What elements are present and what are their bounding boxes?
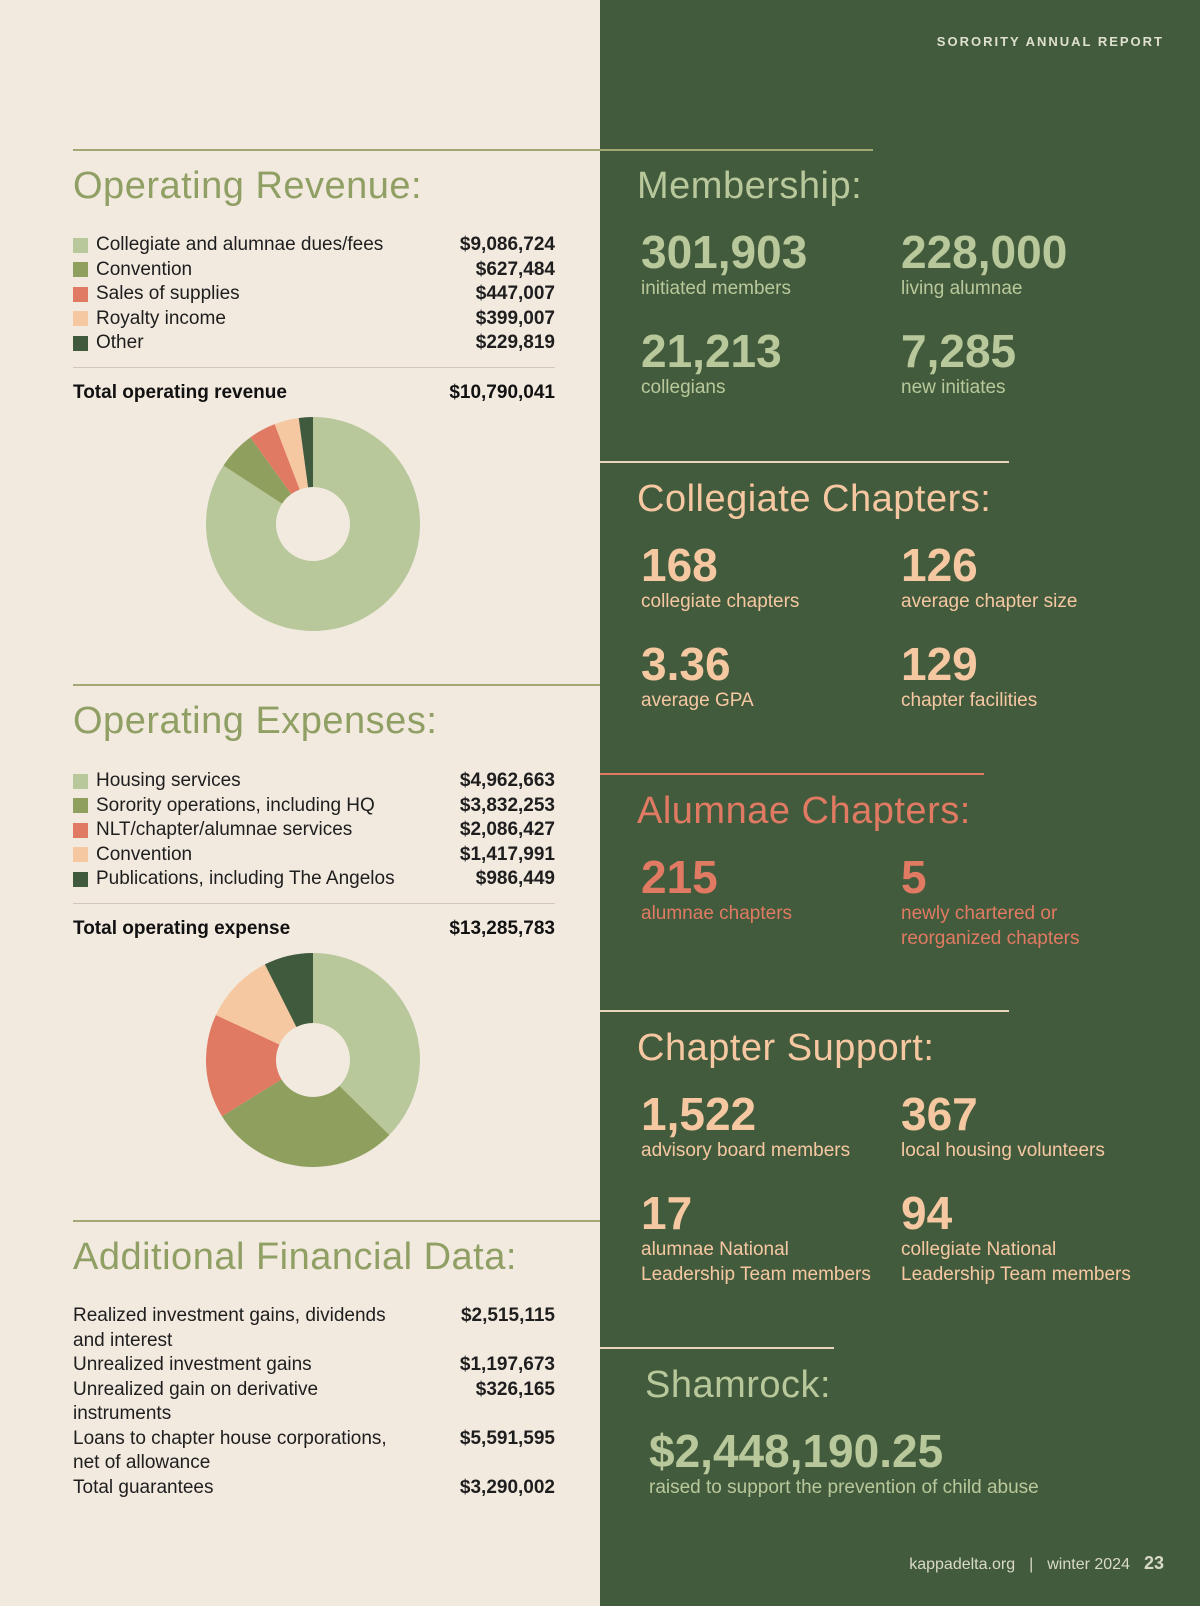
section-rule [600,1347,834,1349]
stat-living-alumnae [901,226,1068,302]
legend-label: Convention [96,843,193,865]
stat-caption: new initiates [901,377,1006,398]
legend-swatch [73,847,88,862]
financial-label: Realized investment gains, dividends and interest [73,1305,386,1351]
section-rule [600,773,984,775]
legend-row [73,307,555,332]
financial-value: $2,515,115 [460,1305,555,1326]
legend-label: Convention [96,258,193,280]
stat-caption: collegiate National Leadership Team members [901,1239,1131,1285]
section-rule [600,461,1009,463]
stat-newly-chartered [901,851,1080,951]
legend-swatch [73,823,88,838]
membership-heading: Membership: [637,165,863,207]
legend-value: $3,832,253 [459,794,555,816]
total-label: Total operating expense [73,918,291,939]
expenses-total [73,918,555,940]
legend-label: Publications, including The Angelos [96,868,395,890]
stat-number: 129 [901,638,978,690]
financial-value: $1,197,673 [459,1354,555,1375]
stat-number: 7,285 [901,325,1017,377]
section-rule [73,149,873,151]
expenses-legend [73,769,555,892]
legend-value: $447,007 [475,283,555,305]
shamrock-heading: Shamrock: [645,1364,832,1406]
revenue-total [73,382,555,404]
support-heading: Chapter Support: [637,1027,935,1069]
legend-swatch [73,262,88,277]
stat-caption: alumnae chapters [641,903,793,924]
total-value: $10,790,041 [449,382,555,403]
legend-value: $4,962,663 [459,770,555,792]
stat-collegians [641,325,782,401]
stat-caption: average chapter size [901,591,1078,612]
stat-collegiate-nlt [901,1187,1131,1287]
stat-number: 228,000 [901,226,1068,278]
stat-caption: raised to support the prevention of child abuse [649,1477,1039,1498]
revenue-donut-chart [206,417,420,631]
footer-issue: winter 2024 [1047,1556,1130,1573]
legend-row [73,282,555,307]
legend-row [73,258,555,283]
stat-number: $2,448,190.25 [649,1425,944,1477]
stat-number: 168 [641,539,718,591]
stat-number: 301,903 [641,226,808,278]
report-tag: SORORITY ANNUAL REPORT [936,34,1164,49]
stat-caption: newly chartered or reorganized chapters [901,903,1080,949]
financial-value: $5,591,595 [459,1427,555,1449]
legend-swatch [73,798,88,813]
stat-number: 21,213 [641,325,782,377]
section-rule [73,684,600,686]
legend-label: Sales of supplies [96,283,240,305]
stat-average-gpa [641,638,754,714]
legend-row [73,843,555,868]
financial-value: $3,290,002 [459,1476,555,1498]
financial-label: Unrealized gain on derivative instruments [73,1378,319,1424]
additional-table [73,1304,555,1500]
stat-caption: collegiate chapters [641,591,800,612]
stat-new-initiates [901,325,1017,401]
financial-row [73,1353,555,1378]
additional-heading: Additional Financial Data: [73,1236,517,1278]
alumnae-heading: Alumnae Chapters: [637,790,971,832]
legend-row [73,233,555,258]
divider [73,367,555,368]
stat-caption: initiated members [641,278,791,299]
stat-housing-volunteers [901,1088,1105,1164]
legend-row [73,794,555,819]
collegiate-heading: Collegiate Chapters: [637,478,992,520]
legend-swatch [73,774,88,789]
stat-number: 3.36 [641,638,731,690]
legend-value: $229,819 [475,332,555,354]
financial-row [73,1476,555,1501]
stat-advisory-board [641,1088,851,1164]
stat-caption: living alumnae [901,278,1023,299]
legend-value: $986,449 [475,868,555,890]
footer-site: kappadelta.org [909,1556,1016,1573]
stat-caption: average GPA [641,690,754,711]
stat-alumnae-nlt [641,1187,871,1287]
revenue-heading: Operating Revenue: [73,165,423,207]
legend-label: Sorority operations, including HQ [96,794,375,816]
stat-number: 1,522 [641,1088,757,1140]
legend-label: Other [96,332,144,354]
legend-swatch [73,872,88,887]
stat-number: 94 [901,1187,953,1239]
stat-caption: local housing volunteers [901,1140,1105,1161]
legend-row [73,818,555,843]
revenue-legend [73,233,555,356]
financial-label: Unrealized investment gains [73,1354,312,1375]
financial-row [73,1378,555,1427]
stat-caption: advisory board members [641,1140,851,1161]
financial-label: Loans to chapter house corporations, net of allowance [73,1427,387,1473]
stat-average-chapter-size [901,539,1078,615]
legend-label: Collegiate and alumnae dues/fees [96,234,384,256]
legend-label: Royalty income [96,307,226,329]
stat-number: 5 [901,851,927,903]
legend-swatch [73,238,88,253]
stat-alumnae-chapters [641,851,793,927]
divider [73,903,555,904]
legend-value: $1,417,991 [459,843,555,865]
legend-swatch [73,336,88,351]
legend-value: $2,086,427 [459,819,555,841]
stat-number: 17 [641,1187,693,1239]
stat-collegiate-chapters [641,539,800,615]
legend-row [73,331,555,356]
stat-caption: alumnae National Leadership Team members [641,1239,871,1285]
legend-row [73,867,555,892]
stat-number: 367 [901,1088,978,1140]
page-footer [909,1553,1164,1574]
section-rule [600,1010,1009,1012]
stat-number: 215 [641,851,718,903]
legend-row [73,769,555,794]
expenses-heading: Operating Expenses: [73,700,438,742]
total-value: $13,285,783 [449,918,555,939]
expenses-donut-chart [206,953,420,1167]
stat-caption: collegians [641,377,726,398]
legend-label: Housing services [96,770,241,792]
legend-label: NLT/chapter/alumnae services [96,819,353,841]
legend-swatch [73,287,88,302]
page-number: 23 [1143,1553,1164,1573]
stat-caption: chapter facilities [901,690,1038,711]
footer-separator: | [1029,1556,1034,1573]
stat-chapter-facilities [901,638,1038,714]
stat-number: 126 [901,539,978,591]
financial-value: $326,165 [475,1378,555,1400]
legend-value: $9,086,724 [459,234,555,256]
financial-row [73,1304,555,1353]
stat-initiated-members [641,226,808,302]
legend-value: $399,007 [475,307,555,329]
section-rule [73,1220,600,1222]
financial-label: Total guarantees [73,1476,214,1498]
financial-row [73,1427,555,1476]
stat-shamrock-raised [649,1425,1039,1501]
total-label: Total operating revenue [73,382,287,403]
legend-swatch [73,311,88,326]
legend-value: $627,484 [475,258,555,280]
